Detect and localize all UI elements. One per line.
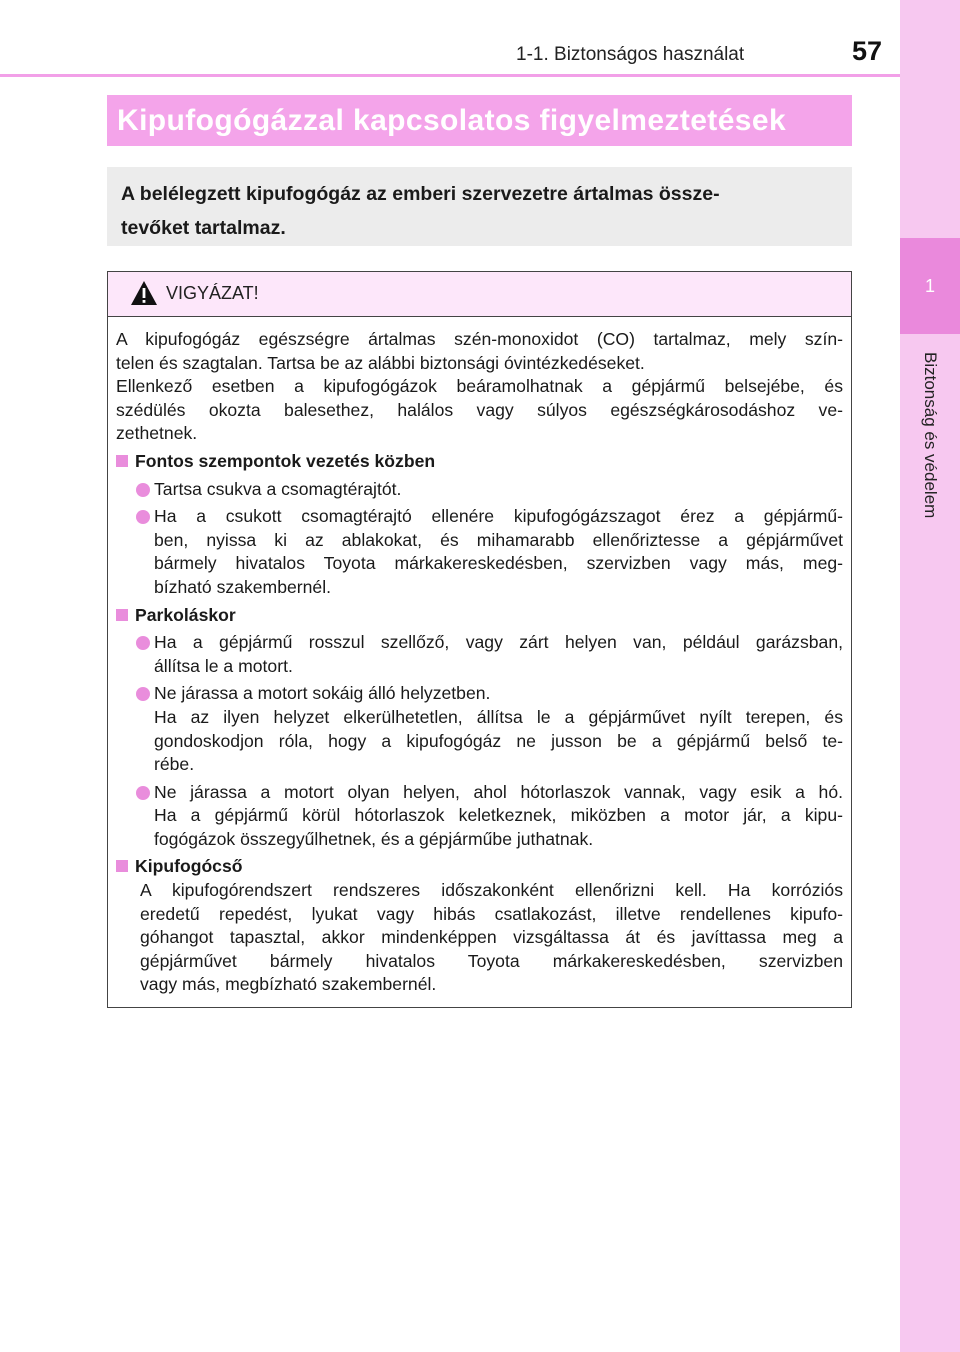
text-line: zethetnek. [116,423,198,444]
warning-box [107,271,852,1008]
list-item [116,631,843,678]
pink-square-icon [116,455,128,467]
title-banner [107,95,852,146]
text-line: eredetű repedést, lyukat vagy hibás csatlakozást, illetve rendellenes kipufo- [140,903,843,924]
list-item [116,781,843,852]
chapter-label: Biztonság és védelem [921,352,940,519]
text-line: Ha a gépjármű körül hótorlaszok keletkeznek, miközben a motor jár, a kipu- [154,805,843,826]
section-title: 1-1. Biztonságos használat [516,44,745,65]
text-line: Ne járassa a motort olyan helyen, ahol hótorlaszok vannak, vagy esik a hó. [154,781,843,802]
section-paragraph [116,879,843,997]
text-line: Ne járassa a motort sokáig álló helyzetben. [154,683,491,704]
text-line: Ellenkező esetben a kipufogógázok beáramolhatnak a gépjármű belsejébe, és [116,376,843,397]
pink-dot-icon [136,786,150,800]
list-item [116,505,843,599]
intro-line: tevőket tartalmaz. [121,217,286,239]
text-line: gondoskodjon róla, hogy a kipufogógáz ne jusson be a gépjármű belső te- [154,730,843,751]
section-heading [116,855,843,879]
text-line: Ha a csukott csomagtérajtó ellenére kipufogógázszagot érez a gépjármű- [154,506,843,527]
pink-dot-icon [136,483,150,497]
header-divider [0,74,900,77]
list-item [116,682,843,776]
text-line: bízható szakembernél. [154,576,332,597]
chapter-side-tab [900,0,960,1352]
text-line: bármely hivatalos Toyota márkakereskedésben, szervizben vagy más, meg- [154,553,843,574]
warning-paragraph [116,328,843,446]
intro-line: A belélegzett kipufogógáz az emberi szervezetre ártalmas össze- [121,183,720,205]
pink-dot-icon [136,510,150,524]
warning-triangle-icon [130,280,158,306]
section-title: Kipufogócső [135,856,243,877]
text-line: állítsa le a motort. [154,655,293,676]
text-line: Ha a gépjármű rosszul szellőző, vagy zárt helyen van, például garázsban, [154,632,843,653]
page-title: Kipufogógázzal kapcsolatos figyelmeztetések [117,103,787,137]
section-title: Fontos szempontok vezetés közben [135,450,436,471]
text-line: szédülés okozta balesethez, halálos vagy súlyos egészségkárosodáshoz ve- [116,399,843,420]
text-line: Tartsa csukva a csomagtérajtót. [154,478,402,499]
text-line: fogógázok összegyűlhetnek, és a gépjárműbe juthatnak. [154,828,594,849]
pink-dot-icon [136,687,150,701]
text-line: ben, nyissa ki az ablakokat, és mihamarabb ellenőriztesse a gépjárművet [154,529,843,550]
warning-heading: VIGYÁZAT! [166,283,259,303]
list-item [116,478,843,502]
text-line: Ha az ilyen helyzet elkerülhetetlen, állítsa le a gépjárművet nyílt terepen, és [154,706,843,727]
text-line: A kipufogórendszert rendszeres időszakonként ellenőrizni kell. Ha korróziós [140,880,843,901]
intro-box [107,167,852,246]
text-line: góhangot tapasztal, akkor mindenképpen vizsgáltassa át és javíttassa meg a [140,927,843,948]
warning-body [108,317,851,997]
page-number: 57 [852,36,883,66]
text-line: gépjárművet bármely hivatalos Toyota márkakereskedésben, szervizben [140,950,843,971]
text-line: telen és szagtalan. Tartsa be az alábbi biztonsági óvintézkedéseket. [116,352,645,373]
text-line: rébe. [154,754,195,775]
pink-dot-icon [136,636,150,650]
text-line: A kipufogógáz egészségre ártalmas szén-monoxidot (CO) tartalmaz, mely szín- [116,329,843,349]
warning-header [108,272,851,317]
chapter-number: 1 [924,276,935,296]
section-heading [116,604,843,628]
pink-square-icon [116,860,128,872]
text-line: vagy más, megbízható szakembernél. [140,974,437,995]
pink-square-icon [116,609,128,621]
section-heading [116,450,843,474]
section-title: Parkoláskor [135,604,236,625]
